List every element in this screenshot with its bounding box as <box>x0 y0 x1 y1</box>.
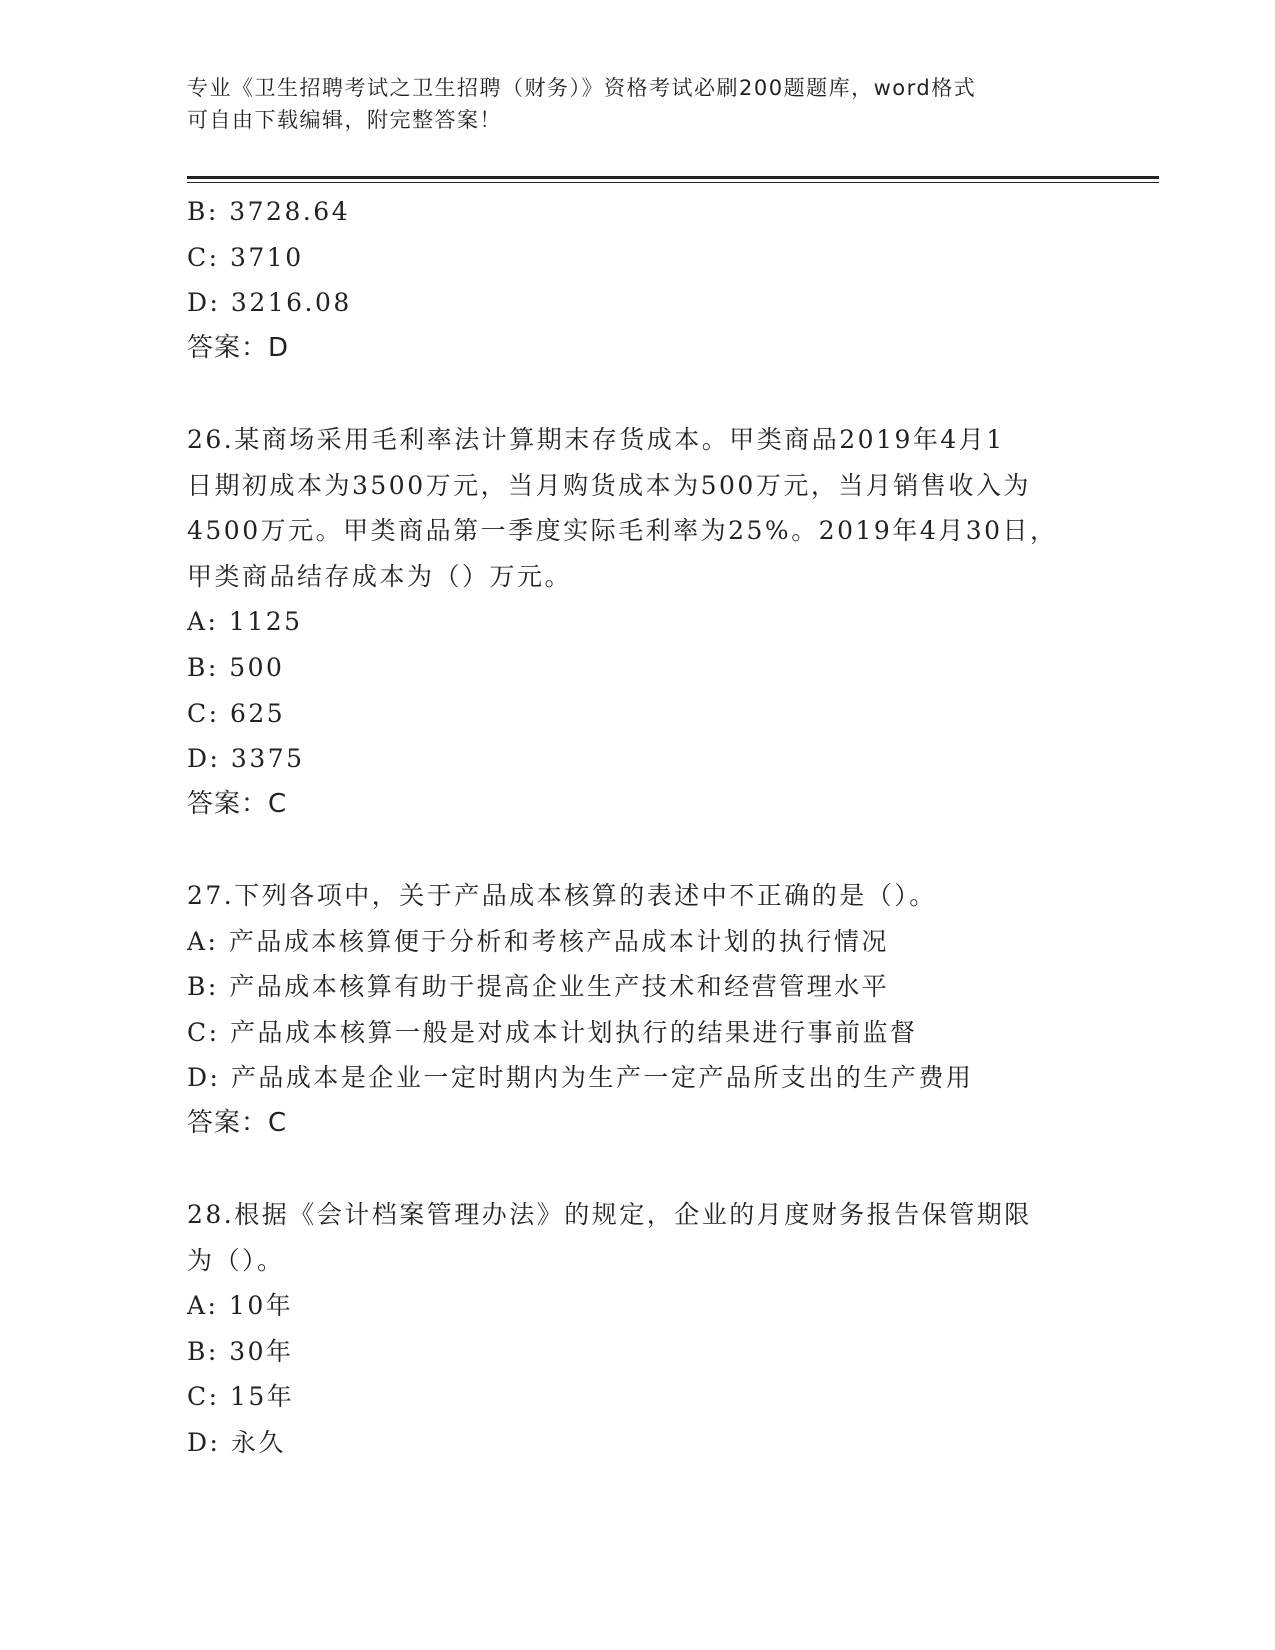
question-stem-line: 26.某商场采用毛利率法计算期末存货成本。甲类商品2019年4月1 <box>187 424 1005 454</box>
question-26 <box>187 417 1087 827</box>
prev-question-block <box>187 189 1087 371</box>
question-stem-line: 日期初成本为3500万元，当月购货成本为500万元，当月销售收入为 <box>187 470 1031 500</box>
option-c: C: 3710 <box>187 242 304 272</box>
answer-line: 答案：D <box>187 332 290 363</box>
question-27 <box>187 873 1087 1147</box>
option-b: B: 30年 <box>187 1336 294 1366</box>
spacer <box>187 1146 1087 1192</box>
option-d: D: 产品成本是企业一定时期内为生产一定产品所支出的生产费用 <box>187 1063 974 1093</box>
header-divider-thin <box>187 182 1159 183</box>
option-c: C: 产品成本核算一般是对成本计划执行的结果进行事前监督 <box>187 1017 918 1047</box>
spacer <box>187 827 1087 873</box>
option-b: B: 产品成本核算有助于提高企业生产技术和经营管理水平 <box>187 972 890 1002</box>
spacer <box>187 371 1087 417</box>
header-divider-thick <box>187 176 1159 179</box>
option-b: B: 3728.64 <box>187 197 351 226</box>
question-stem-line: 甲类商品结存成本为（）万元。 <box>187 561 573 591</box>
option-c: C: 15年 <box>187 1382 295 1412</box>
question-28 <box>187 1192 1087 1466</box>
page-header <box>187 72 1087 136</box>
option-a: A: 10年 <box>187 1291 294 1321</box>
question-stem-line: 28.根据《会计档案管理办法》的规定，企业的月度财务报告保管期限 <box>187 1200 1032 1230</box>
option-a: A: 产品成本核算便于分析和考核产品成本计划的执行情况 <box>187 926 889 956</box>
header-title-line-2: 可自由下载编辑，附完整答案！ <box>187 108 502 132</box>
question-stem-line: 为（）。 <box>187 1245 285 1275</box>
option-c: C: 625 <box>187 698 286 728</box>
answer-line: 答案：C <box>187 788 288 819</box>
question-body <box>187 189 1087 1466</box>
option-a: A: 1125 <box>187 607 303 637</box>
option-b: B: 500 <box>187 652 285 682</box>
question-stem-line: 4500万元。甲类商品第一季度实际毛利率为25%。2019年4月30日， <box>187 516 1058 546</box>
answer-line: 答案：C <box>187 1107 288 1138</box>
option-d: D: 永久 <box>187 1428 286 1458</box>
header-title-line-1: 专业《卫生招聘考试之卫生招聘（财务）》资格考试必刷200题题库，word格式 <box>187 76 977 100</box>
option-d: D: 3375 <box>187 744 305 774</box>
option-d: D: 3216.08 <box>187 288 352 318</box>
question-stem-line: 27.下列各项中，关于产品成本核算的表述中不正确的是（）。 <box>187 880 937 910</box>
